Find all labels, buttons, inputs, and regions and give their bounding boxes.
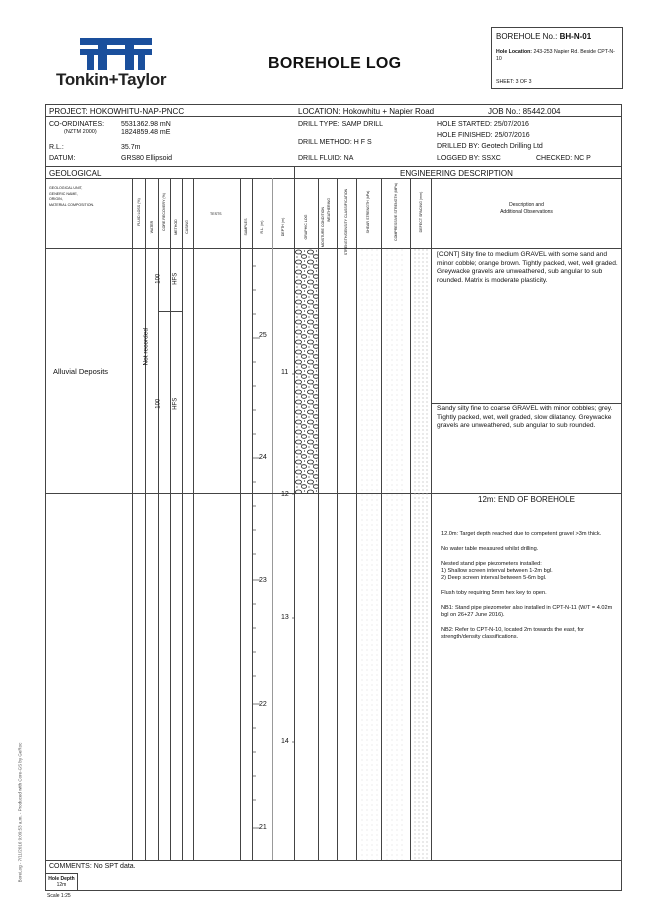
method-1: HFS bbox=[172, 272, 179, 285]
datum-value: GRS80 Ellipsoid bbox=[121, 155, 172, 162]
col-method: METHOD bbox=[174, 219, 178, 235]
description-1: [CONT] Silty fine to medium GRAVEL with some sand and minor cobble; orange brown. Tightly packed, wet, well graded. Greywacke gravels are unweathered, sub angular to sub rounded. Matrix is moderate plasticity. bbox=[437, 251, 618, 284]
drill-type: DRILL TYPE: SAMP DRILL bbox=[298, 121, 384, 128]
defect-grid-icon bbox=[411, 249, 431, 860]
rl-label: R.L.: bbox=[49, 144, 64, 151]
borehole-label: BOREHOLE No.: bbox=[496, 32, 558, 41]
engineering-heading: ENGINEERING DESCRIPTION bbox=[400, 169, 513, 178]
col-tests: TESTS bbox=[210, 212, 222, 216]
coord-northing: 5531362.98 mN bbox=[121, 121, 171, 128]
depth-tick: 13 bbox=[281, 614, 289, 621]
core-recovery-1: 100 bbox=[155, 273, 162, 284]
borehole-info-box bbox=[491, 27, 623, 89]
col-description: Description and bbox=[509, 202, 544, 208]
notes-block bbox=[441, 531, 619, 641]
coordinates-label: CO-ORDINATES: bbox=[49, 121, 105, 128]
graphic-log-gravel bbox=[295, 249, 318, 493]
col-moisture: MOISTURE CONDITION bbox=[321, 206, 325, 248]
rl-tick: 23 bbox=[259, 577, 267, 584]
col-generic: GENERIC NAME, bbox=[49, 191, 78, 196]
rl-tick: 21 bbox=[259, 824, 267, 831]
drilled-by: DRILLED BY: Geotech Drilling Ltd bbox=[437, 143, 543, 150]
drill-fluid: DRILL FLUID: NA bbox=[298, 155, 354, 162]
col-material: MATERIAL COMPOSITION. bbox=[49, 202, 95, 207]
coordinates-sub: (NZTM 2000) bbox=[64, 129, 97, 135]
strength-grid-icon bbox=[357, 249, 410, 860]
hole-depth-value: 12m bbox=[56, 882, 67, 888]
logged-by: LOGGED BY: SSXC bbox=[437, 155, 501, 162]
rl-tick: 25 bbox=[259, 332, 267, 339]
depth-tick: 14 bbox=[281, 738, 289, 745]
method-2: HFS bbox=[172, 397, 179, 410]
checked-by: CHECKED: NC P bbox=[536, 155, 591, 162]
location: LOCATION: Hokowhitu + Napier Road bbox=[298, 107, 435, 116]
comments: COMMENTS: No SPT data. bbox=[49, 863, 136, 870]
core-recovery-2: 100 bbox=[155, 398, 162, 409]
note-line: Flush toby requiring 5mm hex key to open. bbox=[441, 590, 547, 596]
col-compressive: COMPRESSIVE STRENGTH (MPa) bbox=[394, 183, 398, 241]
depth-tick: 11 bbox=[281, 369, 289, 376]
rl-value: 35.7m bbox=[121, 144, 141, 151]
col-defect-spacing: DEFECT SPACING (mm) bbox=[419, 191, 423, 233]
col-water: WATER bbox=[150, 220, 154, 234]
hole-location: 243-253 Napier Rd. Beside CPT-N-10 bbox=[496, 49, 615, 62]
coord-easting: 1824859.48 mE bbox=[121, 129, 171, 136]
water-note: Not recorded bbox=[142, 327, 150, 366]
col-weathering: WEATHERING bbox=[327, 197, 331, 223]
sheet-number: SHEET: 3 OF 3 bbox=[496, 79, 532, 85]
col-additional: Additional Observations bbox=[500, 208, 553, 215]
col-samples: SAMPLES bbox=[244, 218, 248, 236]
col-strength-class: STRENGTH/DENSITY CLASSIFICATION bbox=[344, 188, 348, 256]
note-line: 1) Shallow screen interval between 1-2m bgl. bbox=[441, 568, 553, 574]
col-geo-unit: GEOLOGICAL UNIT, bbox=[49, 186, 83, 190]
hole-location-label: Hole Location: bbox=[496, 49, 533, 55]
col-casing: CASING bbox=[185, 220, 189, 234]
geological-heading: GEOLOGICAL bbox=[49, 169, 102, 178]
document-title: BOREHOLE LOG bbox=[268, 55, 402, 72]
depth-ticks-icon bbox=[252, 248, 294, 860]
hole-depth-label: Hole Depth bbox=[48, 876, 75, 882]
col-fluid-loss: FLUID LOSS (%) bbox=[137, 198, 141, 226]
rl-tick: 24 bbox=[259, 454, 267, 461]
geological-unit-name: Alluvial Deposits bbox=[53, 367, 109, 376]
defect-spacing-grid bbox=[411, 249, 431, 860]
note-line: NB1: Stand pipe piezometer also installed in CPT-N-11 (W/T = 4.02m bgl on 26+27 June 2016). bbox=[441, 605, 613, 618]
project-name: PROJECT: HOKOWHITU-NAP-PNCC bbox=[49, 107, 185, 116]
drill-method: DRILL METHOD: H F S bbox=[298, 139, 372, 146]
scale: Scale 1:25 bbox=[47, 893, 71, 899]
rl-tick: 22 bbox=[259, 701, 267, 708]
note-line: Nested stand pipe piezometers installed: bbox=[441, 561, 542, 567]
note-line: 2) Deep screen interval between 5-6m bgl. bbox=[441, 575, 547, 581]
note-line: 12.0m: Target depth reached due to competent gravel >3m thick. bbox=[441, 531, 602, 537]
logo-text: Tonkin+Taylor bbox=[56, 70, 167, 89]
side-note: BoreLog - 7/11/2016 9:09:53 a.m. - Produced with Core-GS by GeRoc bbox=[17, 742, 23, 883]
col-rl: R.L. (m) bbox=[260, 220, 264, 234]
company-logo bbox=[54, 36, 179, 90]
job-number: JOB No.: 85442.004 bbox=[488, 107, 561, 116]
borehole-number: BH-N-01 bbox=[559, 32, 592, 41]
col-origin: ORIGIN, bbox=[49, 197, 63, 201]
col-depth: DEPTH (m) bbox=[281, 217, 285, 237]
hole-finished: HOLE FINISHED: 25/07/2016 bbox=[437, 132, 530, 139]
depth-tick: 12 bbox=[281, 491, 289, 498]
hole-depth-box bbox=[45, 873, 78, 891]
depth-scale bbox=[252, 248, 294, 860]
note-line: No water table measured whilst drilling. bbox=[441, 546, 539, 552]
strength-grid bbox=[357, 249, 410, 860]
datum-label: DATUM: bbox=[49, 155, 76, 162]
logo-mark-icon bbox=[54, 36, 179, 72]
hole-started: HOLE STARTED: 25/07/2016 bbox=[437, 121, 529, 128]
end-of-borehole: 12m: END OF BOREHOLE bbox=[478, 495, 575, 504]
gravel-pattern-icon bbox=[295, 249, 318, 493]
col-graphic-log: GRAPHIC LOG bbox=[304, 214, 308, 240]
col-core-recovery: CORE RECOVERY (%) bbox=[162, 193, 166, 232]
description-2: Sandy silty fine to coarse GRAVEL with minor cobbles; grey. Tightly packed, wet, well graded, slow dilatancy. Greywacke gravels are unweathered, sub angular to sub rounded. bbox=[437, 405, 613, 429]
col-shear-strength: SHEAR STRENGTH (kPa) bbox=[366, 190, 370, 234]
note-line: NB2: Refer to CPT-N-10, located 2m towards the east, for strength/density classifications. bbox=[441, 627, 585, 640]
